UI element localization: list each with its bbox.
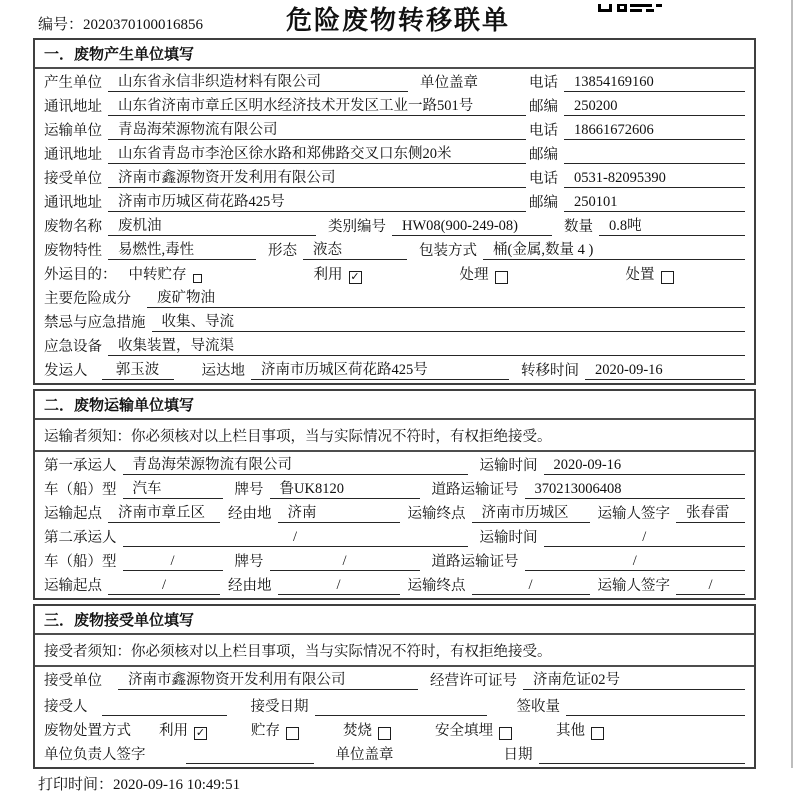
form-section-receiver [33,604,756,769]
carrier2-end: / [472,577,590,595]
destination-value: 济南市历城区荷花路425号 [251,358,509,380]
receiver-notice: 接受者须知：你必须核对以上栏目事项，当与实际情况不符时，有权拒绝接受。 [35,635,754,667]
form-section-producer [33,38,756,385]
transfer-time-label: 转移时间 [521,363,579,379]
carrier2-value: / [123,529,468,547]
seal-label: 单位盖章 [420,75,478,91]
disposal-burn-label: 焚烧 [343,723,372,739]
emergency-value: 收集、导流 [152,310,746,332]
row-chief-signature [35,743,754,767]
transporter-zip [564,163,745,164]
print-time-value: 2020-09-16 10:49:51 [113,777,241,793]
disposal-landfill-label: 安全填埋 [435,723,493,739]
row-transporter [35,119,754,143]
disposal-burn-checkbox [378,727,391,740]
shipper-value: 郭玉波 [102,358,174,380]
carrier1-via: 济南 [278,501,400,523]
carrier1-value: 青岛海荣源物流有限公司 [123,453,468,475]
disposal-label: 废物处置方式 [44,723,131,739]
transporter-phone: 18661672606 [564,122,745,140]
receive-date-label: 接受日期 [250,699,309,715]
row-carrier2 [35,526,754,550]
row-main-hazard [35,287,754,311]
form-section-transport [33,389,756,600]
receiver-address: 济南市历城区荷花路425号 [108,190,526,212]
purpose-transfer-checkbox [193,274,202,283]
row-receive-unit [35,667,754,693]
row-purpose [35,263,754,287]
disposal-other-label: 其他 [556,723,585,739]
date-label: 日期 [503,747,533,763]
form-state-label: 形态 [268,243,297,259]
row-shipper [35,359,754,383]
producer-address: 山东省济南市章丘区明水经济技术开发区工业一路501号 [108,94,526,116]
phone-label: 电话 [529,75,558,91]
chief-sign-value [186,763,314,764]
print-time-label: 打印时间： [38,777,114,793]
carrier2-permit: / [525,553,746,571]
carrier2-sign: / [676,577,745,595]
receiver-zip: 250101 [564,194,745,212]
purpose-dispose-checkbox [661,271,674,284]
permit-label: 道路运输证号 [431,482,519,498]
document-header [0,0,796,38]
transporter-label: 运输单位 [44,123,102,139]
row-producer-address [35,95,754,119]
address-label: 通讯地址 [44,147,102,163]
carrier2-time: / [544,529,746,547]
character-value: 易燃性,毒性 [108,238,256,260]
quantity-label: 数量 [564,219,593,235]
disposal-store-checkbox [286,727,299,740]
purpose-treat-checkbox [495,271,508,284]
row-waste-character [35,239,754,263]
origin-label: 运输起点 [44,506,102,522]
purpose-use-label: 利用 [313,267,343,283]
purpose-treat-label: 处理 [459,267,489,283]
carrier2-origin: / [108,577,220,595]
transporter-address: 山东省青岛市李沧区徐水路和郑佛路交叉口东侧20米 [108,142,526,164]
permit-label: 道路运输证号 [431,554,519,570]
unit-seal-label: 单位盖章 [335,747,394,763]
producer-label: 产生单位 [44,75,102,91]
row-transporter-address [35,143,754,167]
carrier2-via: / [278,577,400,595]
receive-unit-value: 济南市鑫源物资开发利用有限公司 [118,668,418,690]
row-carrier2-vehicle [35,550,754,574]
hazard-value: 废矿物油 [147,286,745,308]
carrier1-plate: 鲁UK8120 [270,477,420,499]
row-carrier1-vehicle [35,478,754,502]
row-carrier1-route [35,502,754,526]
address-label: 通讯地址 [44,195,102,211]
packing-value: 桶(金属,数量 4 ) [483,238,745,260]
producer-phone: 13854169160 [564,74,745,92]
license-label: 经营许可证号 [430,673,517,689]
zip-label: 邮编 [529,195,558,211]
purpose-transfer-label: 中转贮存 [128,267,187,283]
row-emergency-equipment [35,335,754,359]
carrier2-vehicle: / [123,553,223,571]
disposal-use-label: 利用 [159,723,188,739]
carrier2-plate: / [270,553,420,571]
transport-time-label: 运输时间 [479,458,538,474]
row-emergency-measures [35,311,754,335]
disposal-landfill-checkbox [499,727,512,740]
waste-name-value: 废机油 [108,214,316,236]
sign-label: 运输人签字 [597,506,670,522]
disposal-use-checkbox: ✓ [195,727,206,739]
license-value: 济南危证02号 [523,668,745,690]
transfer-time-value: 2020-09-16 [585,362,745,380]
via-label: 经由地 [228,578,272,594]
equipment-label: 应急设备 [44,339,102,355]
row-recipient [35,693,754,719]
carrier1-sign: 张春雷 [676,501,745,523]
row-waste-name [35,215,754,239]
category-value: HW08(900-249-08) [392,218,552,236]
address-label: 通讯地址 [44,99,102,115]
chief-sign-label: 单位负责人签字 [44,747,146,763]
signed-qty-value [566,715,745,716]
print-time [38,773,796,794]
signed-qty-label: 签收量 [516,699,560,715]
row-carrier1 [35,452,754,478]
zip-label: 邮编 [529,99,558,115]
phone-label: 电话 [529,123,558,139]
destination-label: 运达地 [201,363,245,379]
end-label: 运输终点 [407,506,466,522]
purpose-use-checkbox: ✓ [350,271,360,283]
plate-label: 牌号 [234,554,264,570]
purpose-dispose-label: 处置 [625,267,655,283]
zip-label: 邮编 [529,147,558,163]
recipient-value [102,715,227,716]
carrier1-time: 2020-09-16 [544,457,746,475]
carrier1-label: 第一承运人 [44,458,117,474]
end-label: 运输终点 [407,578,466,594]
character-label: 废物特性 [44,243,102,259]
waste-name-label: 废物名称 [44,219,102,235]
receive-unit-label: 接受单位 [44,673,102,689]
scan-edge-artifact [791,0,793,768]
via-label: 经由地 [228,506,272,522]
shipper-label: 发运人 [44,363,88,379]
transporter-notice: 运输者须知：你必须核对以上栏目事项，当与实际情况不符时，有权拒绝接受。 [35,420,754,452]
receiver-label: 接受单位 [44,171,102,187]
row-carrier2-route [35,574,754,598]
category-label: 类别编号 [328,219,386,235]
receive-date-value [315,715,487,716]
row-receiver-address [35,191,754,215]
plate-label: 牌号 [234,482,264,498]
section2-title: 二．废物运输单位填写 [35,391,754,420]
receiver-value: 济南市鑫源物资开发利用有限公司 [108,166,526,188]
vehicle-label: 车（船）型 [44,482,117,498]
phone-label: 电话 [529,171,558,187]
section3-title: 三．废物接受单位填写 [35,606,754,635]
vehicle-label: 车（船）型 [44,554,117,570]
date-value [539,763,746,764]
row-disposal-method [35,719,754,743]
disposal-other-checkbox [591,727,604,740]
qr-code-fragment-icon [598,0,662,18]
form-state-value: 液态 [303,238,407,260]
purpose-label: 外运目的： [44,267,117,283]
carrier2-label: 第二承运人 [44,530,117,546]
carrier1-permit: 370213006408 [525,481,746,499]
row-receiver [35,167,754,191]
serial-label: 编号： [38,17,84,33]
emergency-label: 禁忌与应急措施 [44,315,146,331]
equipment-value: 收集装置，导流渠 [108,334,745,356]
section1-title: 一．废物产生单位填写 [35,40,754,69]
carrier1-origin: 济南市章丘区 [108,501,220,523]
page-title: 危险废物转移联单 [285,6,510,35]
producer-zip: 250200 [564,98,745,116]
carrier1-end: 济南市历城区 [472,501,590,523]
origin-label: 运输起点 [44,578,102,594]
producer-value: 山东省永信非织造材料有限公司 [108,70,408,92]
receiver-phone: 0531-82095390 [564,170,745,188]
hazard-label: 主要危险成分 [44,291,131,307]
recipient-label: 接受人 [44,699,88,715]
disposal-store-label: 贮存 [251,723,280,739]
packing-label: 包装方式 [419,243,477,259]
quantity-value: 0.8吨 [599,214,745,236]
transporter-value: 青岛海荣源物流有限公司 [108,118,526,140]
transport-time-label: 运输时间 [479,530,538,546]
row-producer [35,69,754,95]
carrier1-vehicle: 汽车 [123,477,223,499]
sign-label: 运输人签字 [597,578,670,594]
serial-value: 2020370100016856 [83,17,204,33]
